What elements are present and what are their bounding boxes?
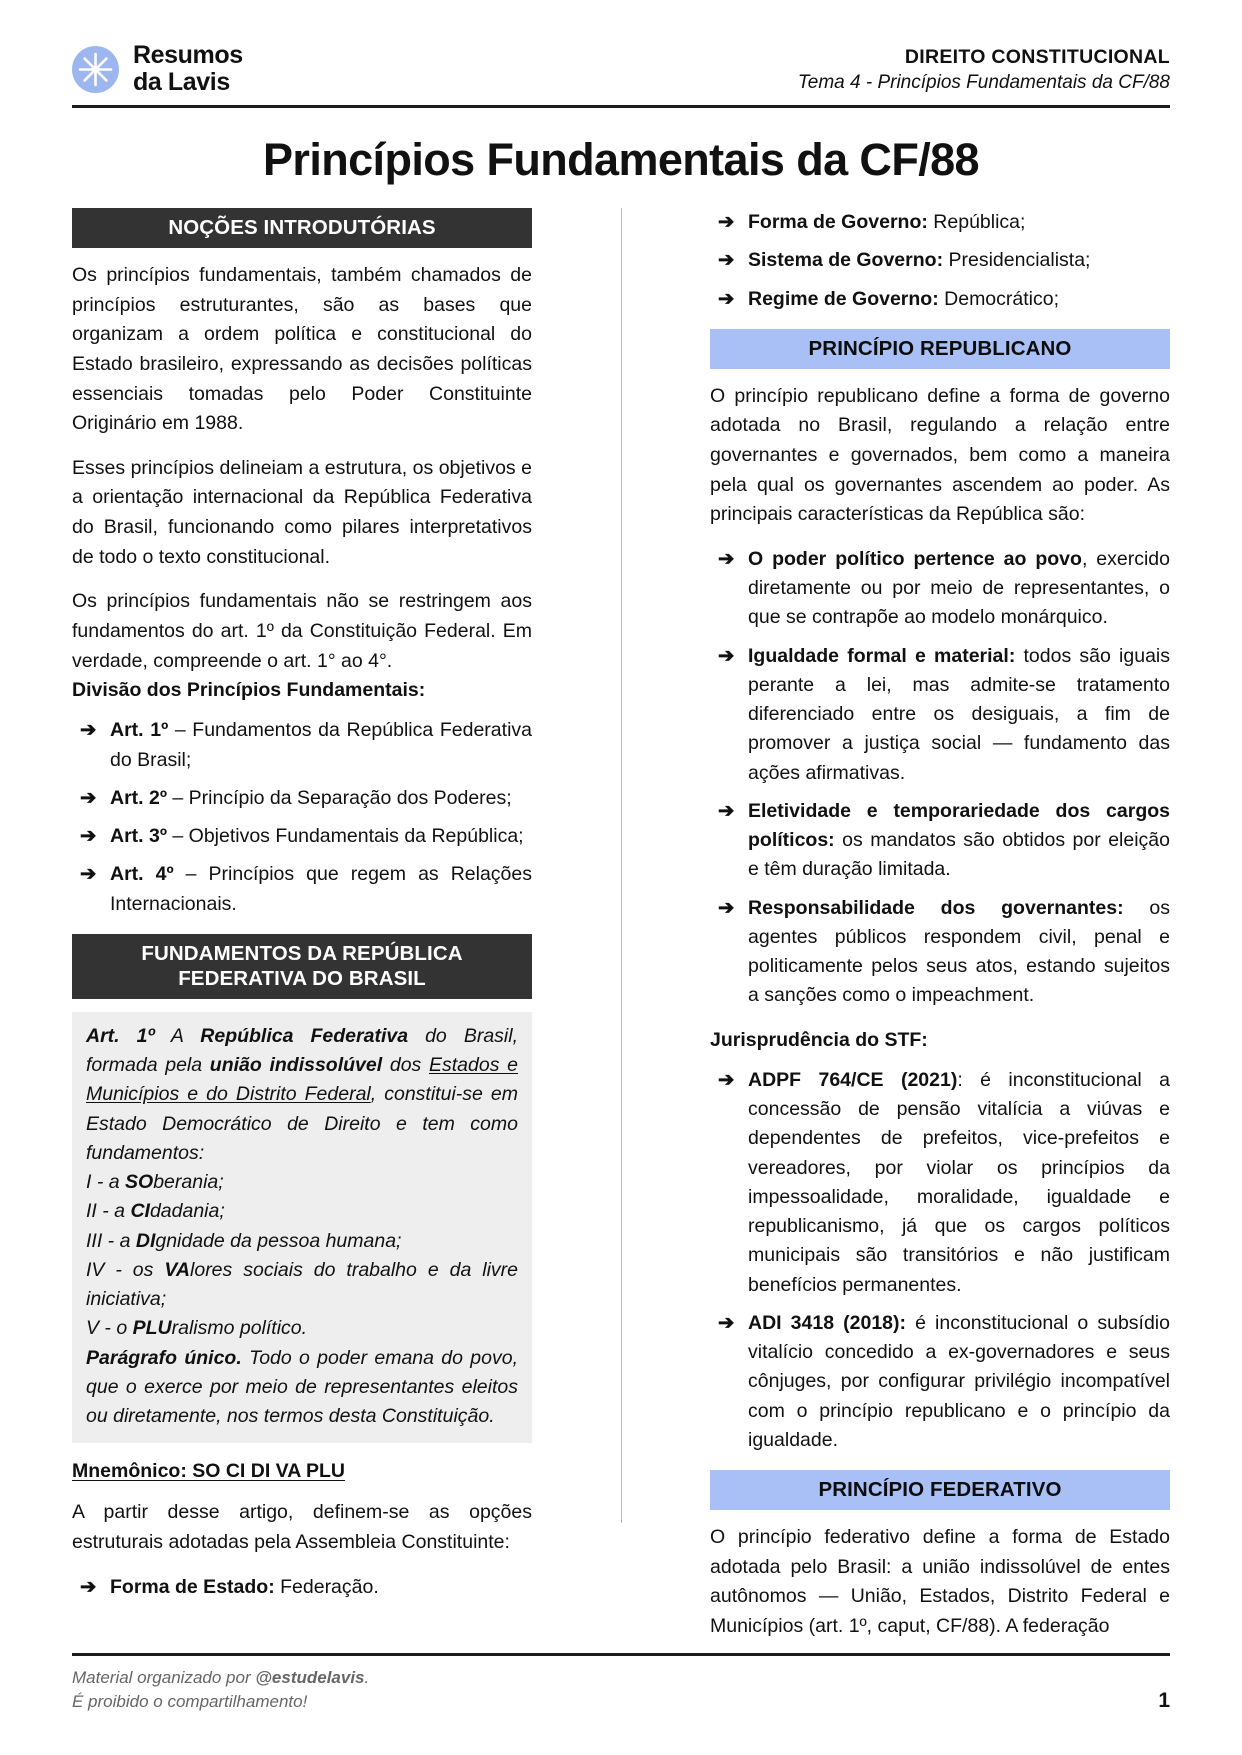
list-item-text: Presidencialista; (943, 249, 1091, 272)
jurisprudencia-list (710, 1066, 1170, 1455)
brand-name-line2: da Lavis (133, 68, 230, 96)
arrow-right-icon: ➔ (80, 786, 97, 809)
quote-line (86, 1197, 518, 1226)
list-item (72, 716, 532, 775)
list-item-label: ADI 3418 (2018): (748, 1311, 906, 1334)
section-heading-principio-republicano: PRINCÍPIO REPUBLICANO (710, 329, 1170, 369)
quote-segment: VA (164, 1258, 191, 1281)
forma-estado-list (72, 1573, 532, 1602)
list-item-text: todos são iguais perante a lei, mas admite-se tratamento diferenciado entre os desiguais, a fim de promover a justiça social — fundamento das ações afirmativas. (748, 644, 1170, 784)
column-divider (621, 208, 622, 1523)
quote-line (86, 1022, 518, 1168)
list-item-text: – Objetivos Fundamentais da República; (166, 825, 524, 848)
arrow-right-icon: ➔ (718, 211, 735, 233)
quote-segment: A (154, 1024, 201, 1047)
quote-line (86, 1344, 518, 1432)
quote-segment: IV - os (86, 1258, 165, 1281)
list-item (72, 860, 532, 919)
list-item-text: – Princípios que regem as Relações Internacionais. (110, 863, 532, 915)
arrow-right-icon: ➔ (718, 249, 735, 272)
arrow-right-icon: ➔ (718, 287, 735, 310)
quote-segment: CI (130, 1200, 150, 1223)
arrow-right-icon: ➔ (80, 863, 97, 886)
list-item-text: : é inconstitucional a concessão de pensão vitalícia a viúvas e dependentes de prefeitos, vice-prefeitos e vereadores, por violar os princípios da impessoalidade, moralidade, igualdade e republicanismo, já que os cargos políticos municipais são transitórios e não justificam benefícios permanentes. (748, 1068, 1170, 1296)
quote-segment: , constitui-se em Estado Democrático de Direito e tem como fundamentos: (86, 1083, 519, 1164)
quote-segment: dos (382, 1054, 429, 1077)
arrow-right-icon: ➔ (718, 1068, 735, 1091)
quote-segment: Estados e Municípios e do Distrito Federal (86, 1054, 518, 1106)
list-item-text: Democrático; (938, 287, 1060, 310)
quote-segment: República Federativa (200, 1024, 409, 1047)
quote-segment: II - a (86, 1200, 131, 1223)
section-heading-fundamentos: FUNDAMENTOS DA REPÚBLICA FEDERATIVA DO BRASIL (72, 934, 532, 999)
paragraph: Os princípios fundamentais não se restringem aos fundamentos do art. 1º da Constituição Federal. Em verdade, compreende o art. 1° ao 4°. (72, 590, 532, 672)
quote-segment: ralismo político. (171, 1317, 308, 1340)
quote-segment: gnidade da pessoa humana; (155, 1229, 402, 1252)
document-header (72, 38, 1170, 108)
list-item-label: Regime de Governo: (748, 287, 939, 310)
brand-logo (72, 38, 243, 96)
list-item-label: ADPF 764/CE (2021) (748, 1068, 958, 1091)
list-item-text: os mandatos são obtidos por eleição e têm duração limitada. (748, 829, 1170, 881)
arrow-right-icon: ➔ (718, 799, 735, 822)
list-item (710, 285, 1170, 314)
left-column (72, 208, 532, 1598)
list-item-label: Forma de Estado: (110, 1575, 275, 1598)
list-item-label: Forma de Governo: (748, 211, 928, 233)
list-item (710, 1066, 1170, 1300)
quote-segment: dadania; (149, 1200, 225, 1223)
paragraph: O princípio federativo define a forma de Estado adotada pelo Brasil: a união indissolúvel de entes autônomos — União, Estados, Distrito Federal e Municípios (art. 1º, caput, CF/88). A federação (710, 1526, 1170, 1637)
quote-segment: do Brasil, formada pela (86, 1024, 519, 1077)
list-item-text: Federação. (274, 1575, 379, 1598)
quote-line (86, 1314, 518, 1343)
list-item (710, 545, 1170, 633)
list-item-text: os agentes públicos respondem civil, penal e politicamente pelos seus atos, estando sujeitos a sanções como o impeachment. (748, 896, 1171, 1007)
list-item-text: República; (927, 211, 1026, 233)
right-column (710, 208, 1171, 1637)
list-item (710, 246, 1170, 275)
quote-segment: III - a (86, 1229, 136, 1252)
quote-segment: Parágrafo único. (86, 1346, 242, 1369)
column-gap (532, 208, 710, 1586)
quote-segment: V - o (86, 1317, 133, 1340)
quote-segment: união indissolúvel (209, 1054, 383, 1077)
topic-label: Tema 4 - Princípios Fundamentais da CF/88 (797, 72, 1170, 93)
list-item-label: Responsabilidade dos governantes: (748, 896, 1124, 919)
quote-line (86, 1256, 518, 1315)
list-item (72, 1573, 532, 1602)
list-item-label: Igualdade formal e material: (748, 644, 1016, 667)
list-item (72, 822, 532, 851)
footer-prefix: Material organizado por (72, 1667, 256, 1687)
list-item (710, 894, 1170, 1011)
quote-segment: SO (125, 1171, 154, 1194)
quote-segment: DI (135, 1229, 156, 1252)
quote-segment: berania; (153, 1171, 224, 1194)
list-item-label: O poder político pertence ao povo (748, 547, 1082, 570)
list-item-label: Art. 3º (110, 825, 167, 848)
list-item-text: é inconstitucional o subsídio vitalício concedido a ex-governadores e seus cônjuges, por configurar privilégio incompatível com o princípio republicano e o princípio da igualdade. (748, 1311, 1170, 1451)
arrow-right-icon: ➔ (80, 825, 97, 848)
arrow-right-icon: ➔ (718, 1311, 735, 1334)
footer-suffix: . (364, 1667, 370, 1687)
header-meta (798, 38, 1170, 94)
footer-credit (72, 1666, 369, 1715)
list-item-text: – Fundamentos da República Federativa do Brasil; (110, 719, 532, 771)
list-item-label: Art. 2º (110, 786, 167, 809)
article-quote-box (72, 1012, 532, 1444)
quote-segment: Art. 1º (86, 1024, 155, 1047)
section-heading-nocoes-introdutorias: NOÇÕES INTRODUTÓRIAS (72, 208, 532, 248)
arrow-right-icon: ➔ (718, 896, 735, 919)
list-item (710, 797, 1170, 885)
list-item (710, 642, 1170, 788)
mnemonic-heading: Mnemônico: SO CI DI VA PLU (72, 1460, 346, 1483)
footer-credit-line1 (72, 1666, 369, 1691)
list-item-label: Art. 1º (110, 719, 169, 742)
quote-line (86, 1168, 518, 1197)
list-item-text: – Princípio da Separação dos Poderes; (166, 786, 512, 809)
paragraph: Esses princípios delineiam a estrutura, os objetivos e a orientação internacional da República Federativa do Brasil, funcionando como pilares interpretativos de todo o texto constitucional. (72, 456, 532, 568)
page-title: Princípios Fundamentais da CF/88 (263, 134, 979, 185)
paragraph: A partir desse artigo, definem-se as opções estruturais adotadas pela Assembleia Constituinte: (72, 1501, 532, 1553)
arrow-right-icon: ➔ (718, 644, 735, 667)
brand-name (133, 42, 243, 96)
list-item-label: Sistema de Governo: (748, 249, 944, 272)
quote-segment: lores sociais do trabalho e da livre iniciativa; (86, 1258, 518, 1311)
brand-name-line1: Resumos (133, 41, 243, 69)
document-footer (72, 1653, 1170, 1715)
page-number: 1 (1158, 1689, 1170, 1712)
intro-paragraphs (72, 261, 532, 676)
quote-segment: PLU (132, 1317, 172, 1340)
list-item-label: Art. 4º (110, 863, 174, 886)
quote-segment: I - a (86, 1171, 126, 1194)
paragraph: O princípio republicano define a forma de governo adotada no Brasil, regulando a relação entre governantes e governados, bem como a maneira pela qual os governantes ascendem ao poder. As principais características da República são: (710, 384, 1170, 526)
content-columns (72, 208, 1171, 1637)
footer-credit-line2: É proibido o compartilhamento! (72, 1692, 308, 1712)
jurisprudencia-lead: Jurisprudência do STF: (710, 1028, 928, 1051)
quote-segment: Todo o poder emana do povo, que o exerce por meio de representantes eleitos ou diretamente, nos termos desta Constituição. (86, 1346, 518, 1428)
quote-line (86, 1227, 518, 1256)
arrow-right-icon: ➔ (718, 547, 735, 570)
list-item (710, 208, 1170, 237)
republicano-caracteristicas-list (710, 545, 1170, 1011)
footer-handle: @estudelavis (255, 1667, 365, 1687)
list-item-text: , exercido diretamente ou por meio de representantes, o que se contrapõe ao modelo monárquico. (748, 547, 1170, 629)
arrow-right-icon: ➔ (80, 719, 97, 742)
arrow-right-icon: ➔ (80, 1575, 97, 1598)
section-heading-principio-federativo: PRINCÍPIO FEDERATIVO (710, 1470, 1170, 1510)
divisao-lead: Divisão dos Princípios Fundamentais: (72, 679, 426, 702)
discipline-label: DIREITO CONSTITUCIONAL (904, 46, 1170, 68)
list-item (710, 1309, 1170, 1455)
list-item (72, 784, 532, 813)
divisao-list (72, 716, 532, 919)
asterisk-star-icon (72, 46, 119, 93)
paragraph: Os princípios fundamentais, também chamados de princípios estruturantes, são as bases que organizam a ordem política e constitucional do Estado brasileiro, expressando as decisões políticas essenciais tomadas pelo Poder Constituinte Originário em 1988. (72, 264, 532, 435)
list-item-label: Eletividade e temporariedade dos cargos políticos: (748, 799, 1170, 852)
governo-list (710, 208, 1170, 314)
